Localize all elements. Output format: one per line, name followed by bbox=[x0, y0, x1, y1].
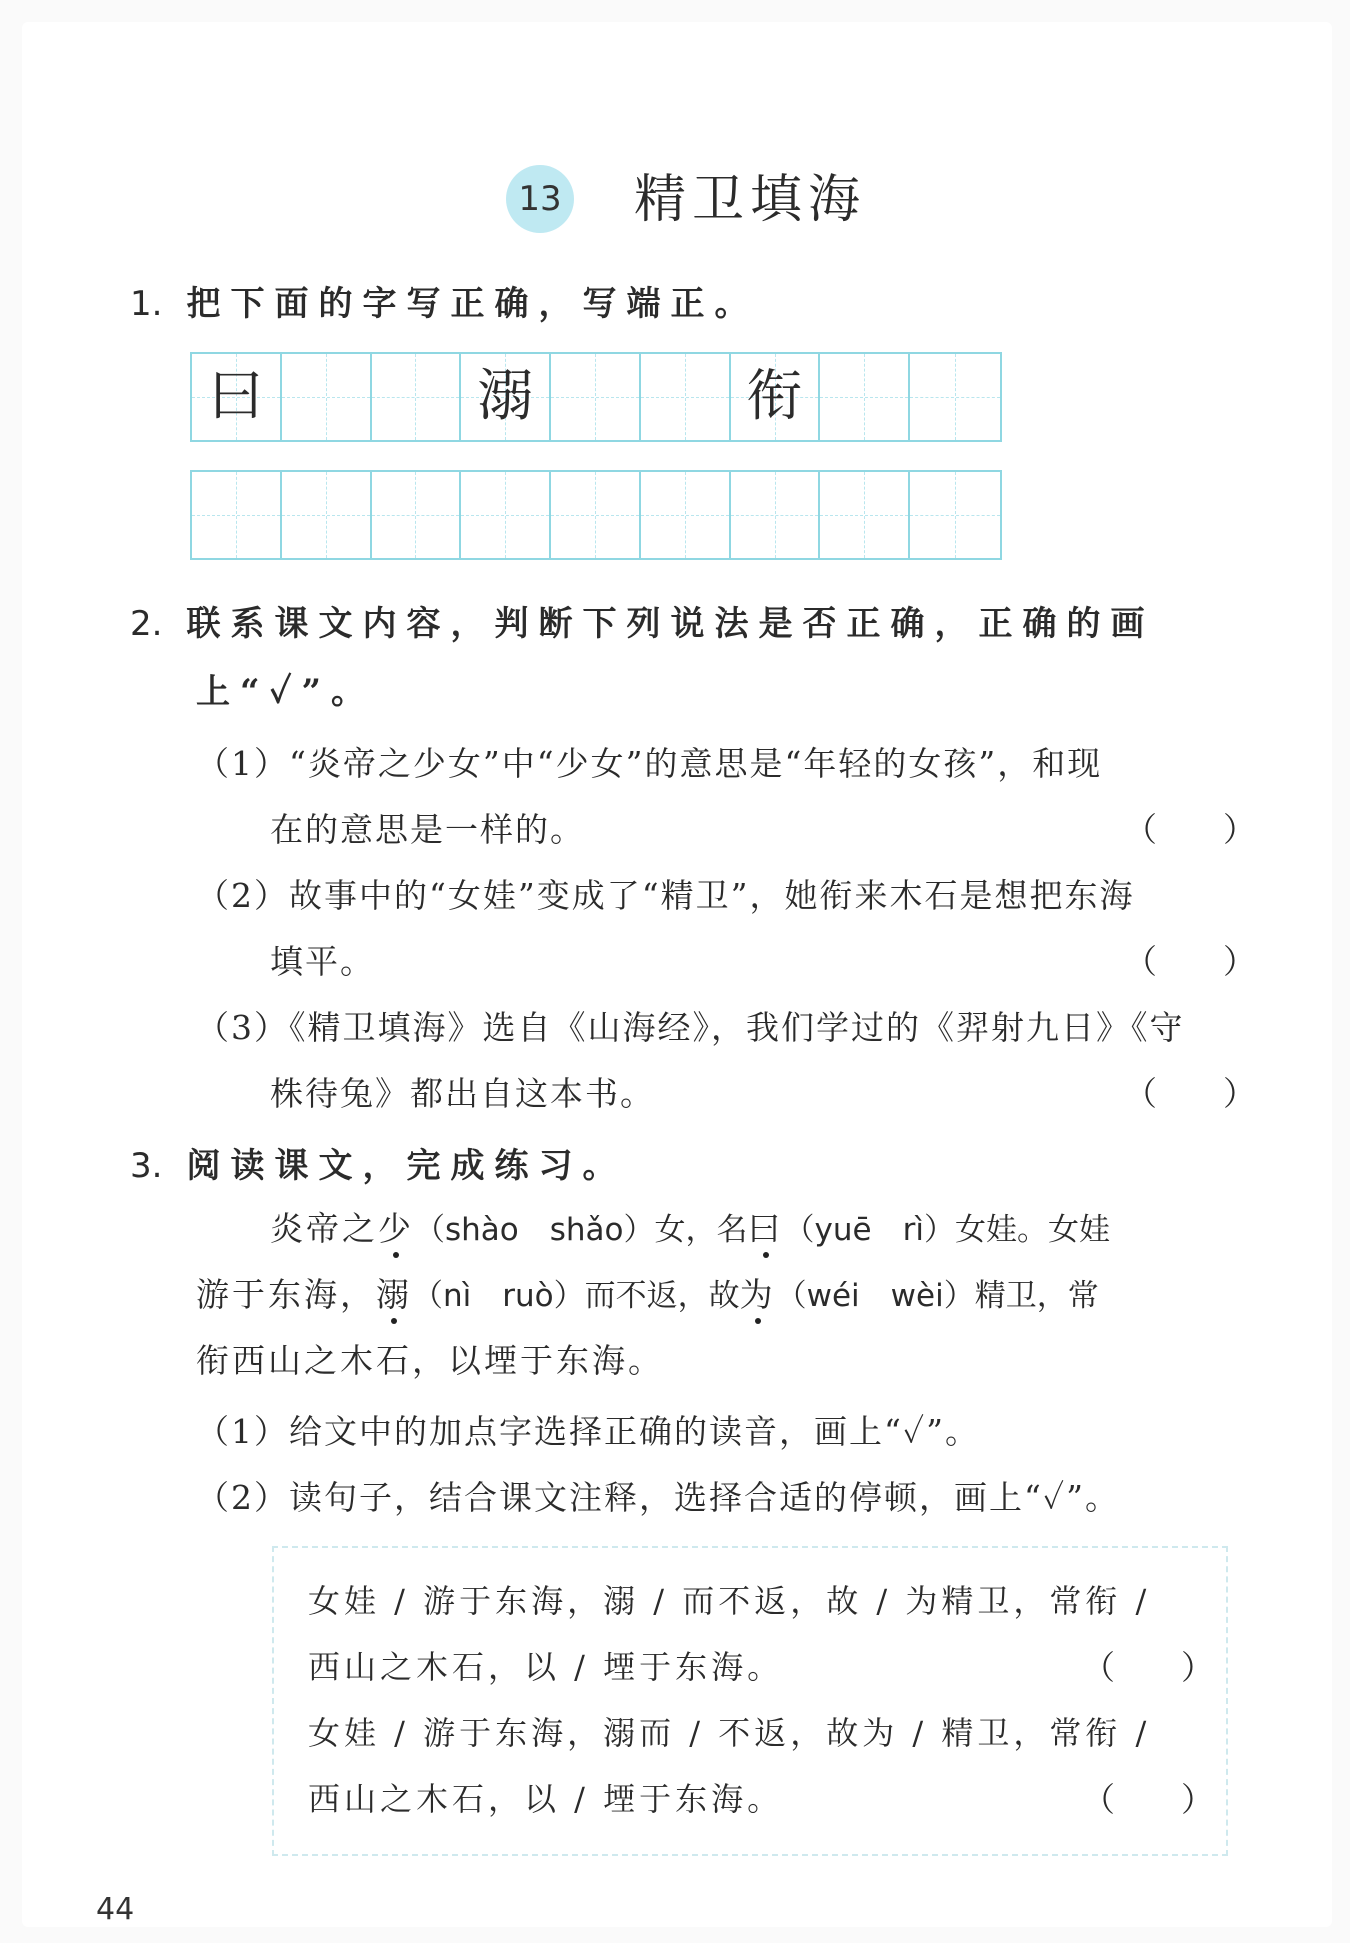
passage-line-2: 游于东海，溺（nì ruò）而不返，故为（wéi wèi）精卫，常 bbox=[196, 1275, 1099, 1314]
page-number: 44 bbox=[96, 1892, 135, 1927]
grid-cell[interactable] bbox=[551, 472, 641, 558]
question-2-text-line2: 上“✓”。 bbox=[196, 672, 376, 712]
dotted-char: 为 bbox=[739, 1275, 776, 1314]
writing-grid-row-1 bbox=[190, 352, 1002, 442]
grid-cell[interactable] bbox=[282, 472, 372, 558]
judge-item-1-line2: 在的意思是一样的。 bbox=[270, 810, 585, 849]
question-1-number: 1. bbox=[130, 284, 163, 324]
grid-cell[interactable] bbox=[282, 354, 372, 440]
judge-item-2-answer-paren[interactable]: （ ） bbox=[1124, 942, 1256, 981]
writing-grid-row-2 bbox=[190, 470, 1002, 560]
pause-option-1-line2: 西山之木石，以 / 堙于东海。 bbox=[308, 1648, 784, 1686]
grid-cell[interactable] bbox=[461, 472, 551, 558]
grid-cell[interactable] bbox=[910, 472, 1000, 558]
pause-option-2-answer-paren[interactable]: （ ） bbox=[1082, 1780, 1214, 1819]
dotted-char: 少 bbox=[378, 1209, 414, 1248]
question-1-title bbox=[130, 276, 758, 325]
lesson-header bbox=[0, 160, 1350, 240]
lesson-title: 精卫填海 bbox=[634, 170, 867, 230]
question-3-number: 3. bbox=[130, 1146, 163, 1186]
judge-item-2-line1: （2）故事中的“女娃”变成了“精卫”，她衔来木石是想把东海 bbox=[196, 876, 1135, 915]
grid-cell[interactable] bbox=[372, 472, 462, 558]
grid-cell[interactable] bbox=[820, 354, 910, 440]
judge-item-3-answer-paren[interactable]: （ ） bbox=[1124, 1074, 1256, 1113]
judge-item-3-line2: 株待兔》都出自这本书。 bbox=[270, 1074, 655, 1113]
grid-cell[interactable]: 衔 bbox=[731, 354, 821, 440]
grid-cell[interactable] bbox=[551, 354, 641, 440]
grid-cell[interactable] bbox=[731, 472, 821, 558]
passage-line-1: 炎帝之少（shào shǎo）女，名曰（yuē rì）女娃。女娃 bbox=[270, 1209, 1110, 1248]
pause-option-2-line1: 女娃 / 游于东海，溺而 / 不返，故为 / 精卫，常衔 / bbox=[308, 1714, 1151, 1752]
pause-option-1-answer-paren[interactable]: （ ） bbox=[1082, 1648, 1214, 1687]
question-3-title bbox=[130, 1138, 626, 1187]
judge-item-1-answer-paren[interactable]: （ ） bbox=[1124, 810, 1256, 849]
grid-cell[interactable] bbox=[641, 472, 731, 558]
passage-line-3: 衔西山之木石，以堙于东海。 bbox=[196, 1341, 664, 1380]
judge-item-2-line2: 填平。 bbox=[270, 942, 375, 981]
grid-cell[interactable]: 曰 bbox=[192, 354, 282, 440]
dotted-char: 溺 bbox=[376, 1275, 412, 1314]
grid-cell[interactable] bbox=[641, 354, 731, 440]
question-1-text: 把下面的字写正确，写端正。 bbox=[186, 284, 759, 324]
judge-item-1-line1: （1）“炎帝之少女”中“少女”的意思是“年轻的女孩”，和现 bbox=[196, 744, 1103, 783]
grid-cell[interactable]: 溺 bbox=[461, 354, 551, 440]
grid-cell[interactable] bbox=[192, 472, 282, 558]
dotted-char: 曰 bbox=[747, 1209, 784, 1248]
judge-item-3-line1: （3）《精卫填海》选自《山海经》，我们学过的《羿射九日》《守 bbox=[196, 1008, 1185, 1047]
grid-cell[interactable] bbox=[372, 354, 462, 440]
question-2-text-line1: 联系课文内容，判断下列说法是否正确，正确的画 bbox=[186, 604, 1155, 644]
question-2-title bbox=[130, 596, 1154, 645]
grid-cell[interactable] bbox=[910, 354, 1000, 440]
lesson-number-badge: 13 bbox=[506, 165, 574, 233]
question-3-sub-2: （2）读句子，结合课文注释，选择合适的停顿，画上“✓”。 bbox=[196, 1478, 1121, 1517]
question-3-text: 阅读课文，完成练习。 bbox=[186, 1146, 627, 1186]
question-3-sub-1: （1）给文中的加点字选择正确的读音，画上“✓”。 bbox=[196, 1412, 981, 1451]
pause-option-1-line1: 女娃 / 游于东海，溺 / 而不返，故 / 为精卫，常衔 / bbox=[308, 1582, 1151, 1620]
pause-option-2-line2: 西山之木石，以 / 堙于东海。 bbox=[308, 1780, 784, 1818]
question-2-number: 2. bbox=[130, 604, 163, 644]
grid-cell[interactable] bbox=[820, 472, 910, 558]
